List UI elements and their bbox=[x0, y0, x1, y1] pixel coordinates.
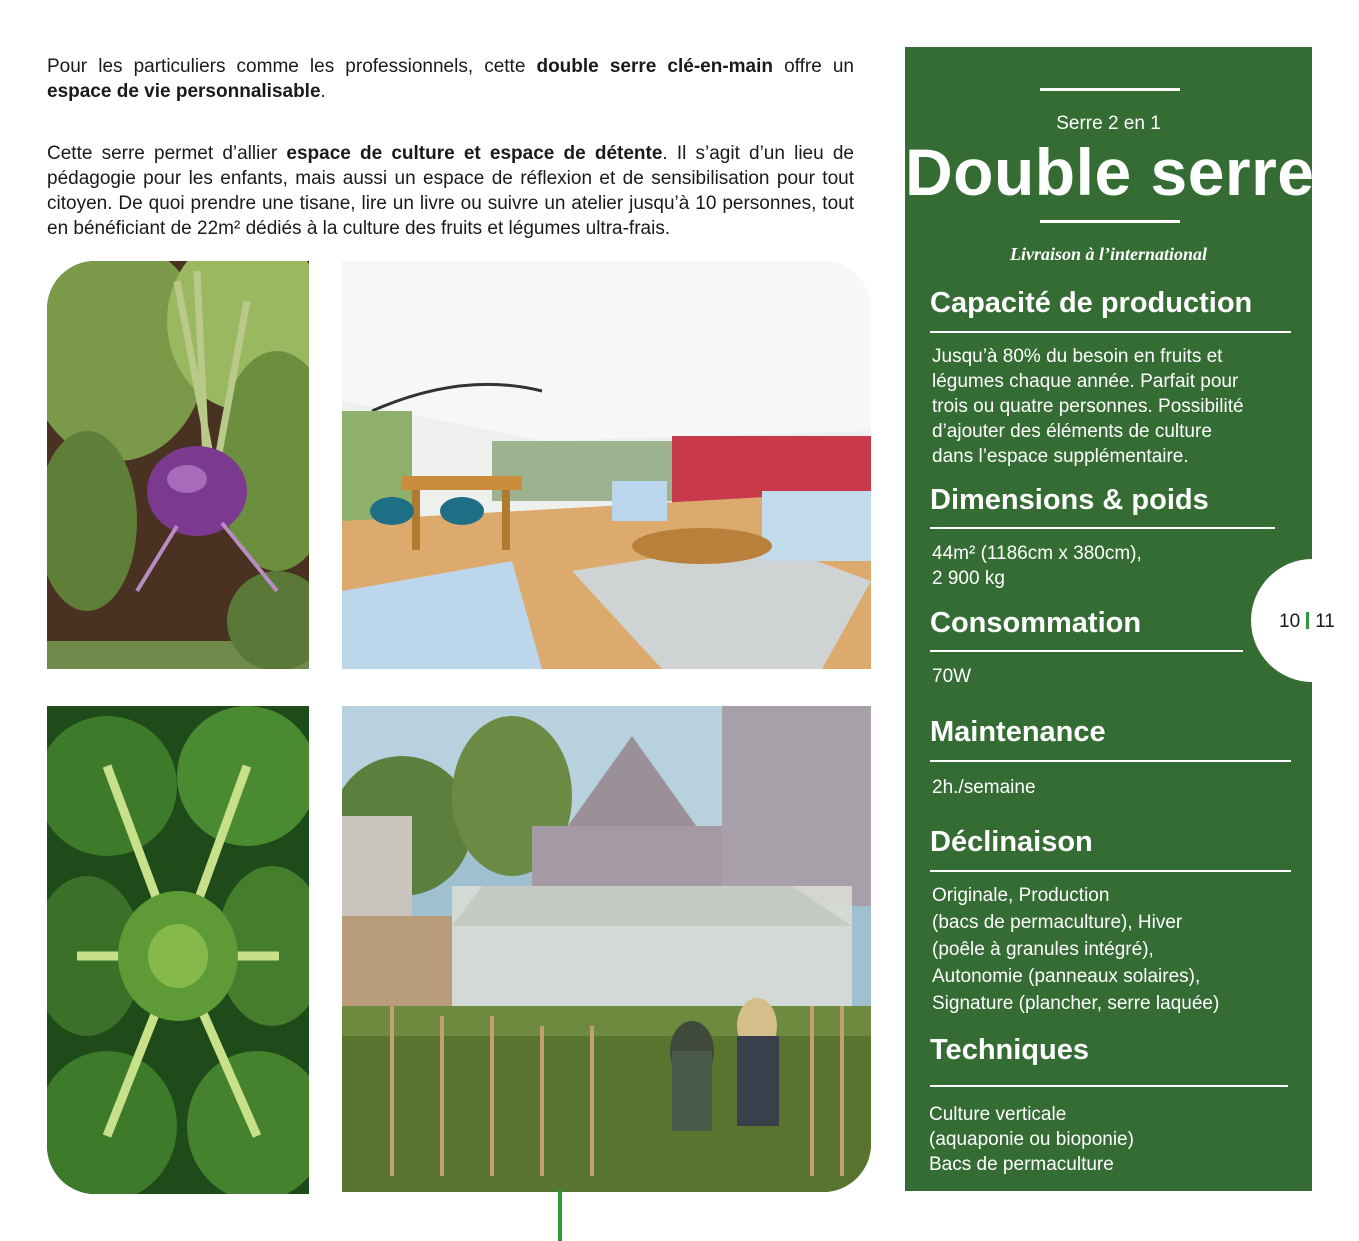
shipping-note: Livraison à l’international bbox=[1009, 244, 1208, 264]
section-rule bbox=[930, 331, 1291, 333]
section-line: (aquaponie ou bioponie) bbox=[929, 1129, 1134, 1150]
section-rule bbox=[930, 1085, 1288, 1087]
section-line: 44m² (1186cm x 380cm), bbox=[932, 543, 1142, 564]
section-text-maintenance bbox=[932, 775, 1036, 800]
page-number-right: 11 bbox=[1315, 611, 1335, 632]
section-line: Originale, Production bbox=[932, 885, 1110, 906]
intro-bold-text: espace de vie personnalisable bbox=[47, 81, 321, 102]
intro-bold-text: double serre clé-en-main bbox=[536, 56, 773, 77]
section-text-dimensions bbox=[932, 541, 1142, 591]
intro-paragraph-1 bbox=[47, 54, 854, 104]
section-title-variants: Déclinaison bbox=[930, 826, 1093, 858]
section-line: Autonomie (panneaux solaires), bbox=[932, 966, 1201, 987]
section-line: d’ajouter des éléments de culture bbox=[932, 421, 1212, 442]
page-number-left: 10 bbox=[1279, 611, 1301, 632]
section-rule bbox=[930, 870, 1291, 872]
section-rule bbox=[930, 527, 1275, 529]
section-rule bbox=[930, 650, 1243, 652]
section-text-production bbox=[932, 344, 1244, 469]
section-title-maintenance: Maintenance bbox=[930, 716, 1106, 748]
section-line: (bacs de permaculture), Hiver bbox=[932, 912, 1183, 933]
title-rule-bottom bbox=[1040, 220, 1180, 223]
section-line: (poêle à granules intégré), bbox=[932, 939, 1154, 960]
product-title: Double serre bbox=[905, 135, 1315, 209]
greenhouse-interior-photo bbox=[342, 261, 871, 669]
section-line: 2 900 kg bbox=[932, 568, 1005, 589]
intro-text: . bbox=[320, 81, 326, 102]
section-text-variants bbox=[932, 882, 1219, 1017]
section-line: dans l’espace supplémentaire. bbox=[932, 446, 1189, 467]
section-line: Signature (plancher, serre laquée) bbox=[932, 993, 1220, 1014]
greenhouse-exterior-photo bbox=[342, 706, 871, 1192]
section-title-techniques: Techniques bbox=[930, 1034, 1089, 1066]
section-title-dimensions: Dimensions & poids bbox=[930, 484, 1209, 516]
section-text-techniques bbox=[929, 1102, 1134, 1177]
section-line: Bacs de permaculture bbox=[929, 1154, 1114, 1175]
section-line: trois ou quatre personnes. Possibilité bbox=[932, 396, 1244, 417]
section-line: 2h./semaine bbox=[932, 777, 1036, 798]
intro-text: . Il s’agit d’un lieu de pédagogie pour les enfants, mais aussi un espace de réflexion et de sensibilisation pour tout citoyen. De quoi prendre une tisane, lire un livre ou suivre un atelier jusqu’à 10 personnes, tout en bénéficiant de 22m² dédiés à la culture des fruits et légumes ultra-frais. bbox=[47, 143, 854, 239]
section-title-consumption: Consommation bbox=[930, 607, 1142, 639]
section-line: 70W bbox=[932, 666, 972, 687]
product-eyebrow: Serre 2 en 1 bbox=[1056, 113, 1161, 134]
intro-text: Pour les particuliers comme les professionnels, cette bbox=[47, 56, 537, 77]
gutter-accent-line bbox=[558, 1190, 562, 1241]
section-rule bbox=[930, 760, 1291, 762]
page-numbers bbox=[1279, 611, 1335, 633]
section-text-consumption bbox=[932, 664, 971, 689]
intro-paragraph-2 bbox=[47, 141, 854, 241]
intro-text: Cette serre permet d’allier bbox=[47, 143, 287, 164]
title-rule-top bbox=[1040, 88, 1180, 91]
section-line: légumes chaque année. Parfait pour bbox=[932, 371, 1239, 392]
section-line: Culture verticale bbox=[929, 1104, 1067, 1125]
kohlrabi-photo bbox=[47, 261, 309, 669]
page-separator bbox=[1306, 612, 1309, 629]
section-title-production: Capacité de production bbox=[930, 287, 1253, 319]
intro-text: offre un bbox=[773, 56, 854, 77]
bok-choy-photo bbox=[47, 706, 309, 1194]
intro-bold-text: espace de culture et espace de détente bbox=[286, 143, 663, 164]
section-line: Jusqu’à 80% du besoin en fruits et bbox=[932, 346, 1223, 367]
